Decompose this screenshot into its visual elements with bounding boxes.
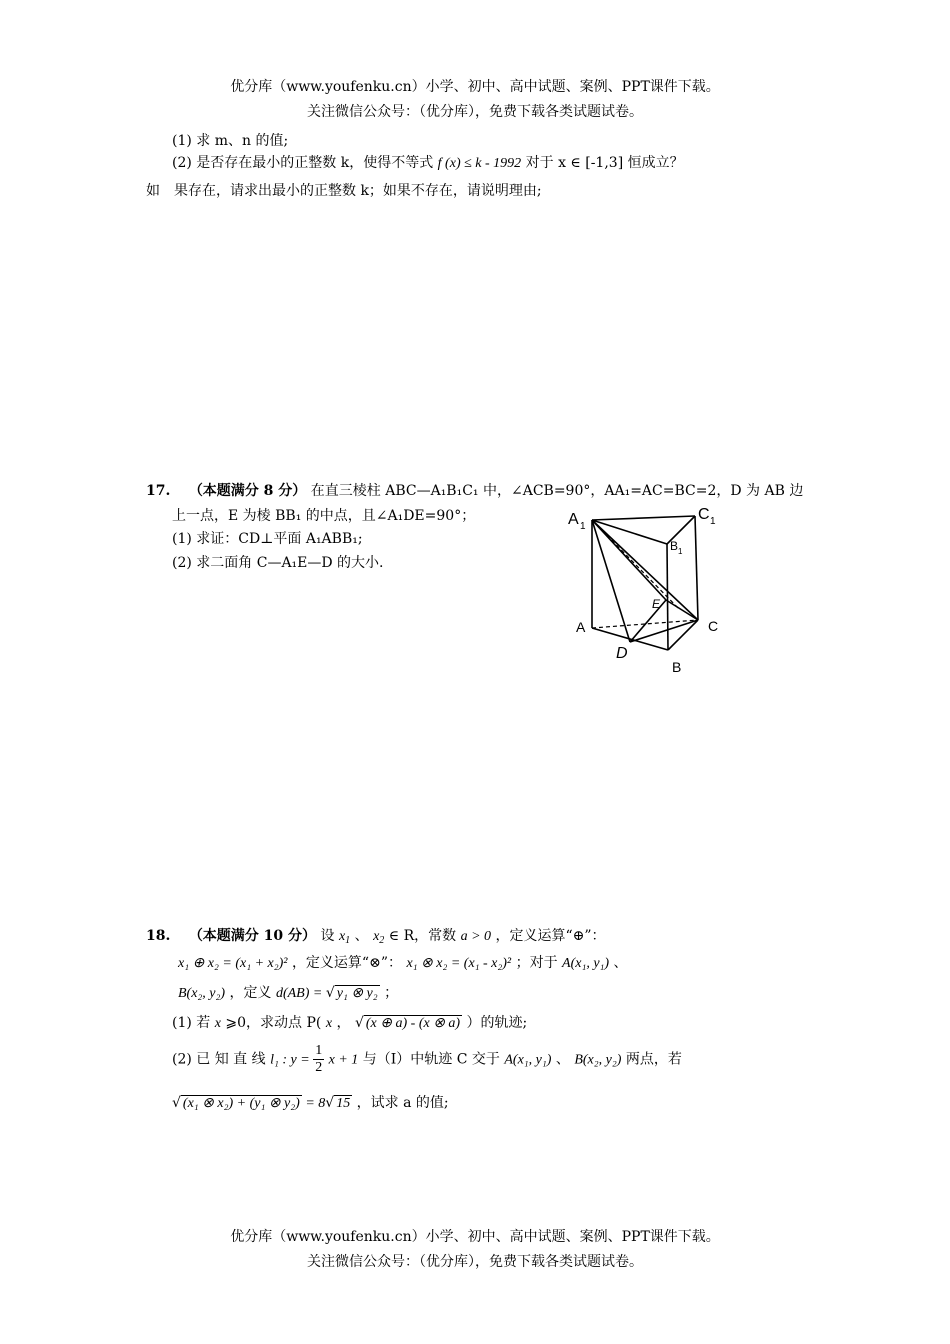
label-c1: C — [698, 506, 710, 523]
q18-text-define: ，定义 — [229, 985, 272, 1001]
q17-statement-1: 在直三棱柱 ABC—A₁B₁C₁ 中，∠ACB=90°，AA₁=AC=BC=2，D 为 AB 边 — [310, 483, 804, 499]
q18-point-a: A(x₁, y₁) — [562, 956, 610, 971]
q18-line-l1-rest: x + 1 — [328, 1052, 359, 1068]
footer-line-1: 优分库（www.youfenku.cn）小学、初中、高中试题、案例、PPT课件下载。 — [230, 1229, 720, 1245]
label-c1-sub: 1 — [710, 516, 716, 527]
q18-text-define-plus: ，定义运算“⊕”： — [495, 928, 606, 944]
q18-line-6: √ (x₁ ⊗ x₂) + (y₁ ⊗ y₂) = 8√ 15 ，试求 a 的值; — [172, 1095, 449, 1111]
q18-line-5 — [172, 1043, 682, 1076]
q18-comma-2: 、 — [613, 955, 628, 971]
q18-part-1-radicand: (x ⊕ a) - (x ⊗ a) — [365, 1016, 461, 1031]
label-b1-sub: 1 — [678, 547, 683, 556]
q18-point-b: B(x₂, y₂) — [178, 986, 226, 1001]
q18-sqrt-15: 15 — [336, 1096, 351, 1111]
q18-text-set: 设 — [320, 928, 335, 944]
q16-part-2-text-a: (2) 是否存在最小的正整数 k，使得不等式 — [172, 155, 434, 171]
q18-line-2 — [178, 952, 628, 972]
edge-a1-c1 — [592, 516, 695, 520]
label-a: A — [576, 619, 586, 635]
q18-equals-8: = 8 — [301, 1096, 326, 1111]
q18-line-3: B(x₂, y₂) ，定义 d(AB) = √ y₁ ⊗ y₂ ； — [178, 985, 399, 1001]
label-a1-sub: 1 — [580, 521, 586, 532]
q18-line-4: (1) 若 x ⩾0，求动点 P( x ， √ (x ⊕ a) - (x ⊗ a) ）的轨迹; — [172, 1015, 528, 1031]
q18-var-x-2: x — [325, 1016, 333, 1031]
q18-oplus-def: x₁ ⊕ x₂ = (x₁ + x₂)² — [178, 956, 288, 971]
q18-fraction-numerator: 1 — [315, 1043, 323, 1058]
q17-line-1 — [146, 480, 803, 500]
q18-part-2-radicand: (x₁ ⊗ x₂) + (y₁ ⊗ y₂) — [182, 1096, 300, 1111]
q18-number: 18. — [146, 928, 171, 944]
q18-part-2-end: ，试求 a 的值; — [356, 1095, 449, 1111]
q18-part-1-end: ）的轨迹; — [466, 1015, 528, 1031]
q18-text-two-points: 两点，若 — [625, 1051, 682, 1068]
q18-semicolon: ； — [384, 985, 399, 1001]
q18-text-define-otimes: ，定义运算“⊗”： — [291, 955, 402, 971]
label-d: D — [616, 645, 628, 662]
edge-a-b — [592, 628, 668, 650]
q18-x1: $x_1$ — [338, 929, 351, 946]
q16-part-1: (1) 求 m、n 的值; — [172, 133, 289, 149]
q17-number: 17. — [146, 483, 171, 499]
q18-distance: d(AB) = — [275, 986, 326, 1001]
q18-distance-radicand: y₁ ⊗ y₂ — [336, 986, 378, 1001]
label-a1: A — [568, 511, 579, 528]
label-e: E — [652, 597, 661, 611]
q17-line-2: 上一点，E 为棱 BB₁ 的中点，且∠A₁DE=90°； — [172, 508, 476, 524]
q18-fraction-denominator: 2 — [315, 1060, 323, 1075]
q16-part-3: 如 果存在，请求出最小的正整数 k；如果不存在，请说明理由; — [146, 183, 542, 199]
q18-point-b-2: B(x₂, y₂) — [574, 1052, 622, 1068]
prism-figure — [560, 500, 740, 680]
edge-c1-c — [695, 516, 698, 620]
header-line-1: 优分库（www.youfenku.cn）小学、初中、高中试题、案例、PPT课件下载。 — [230, 79, 720, 95]
q18-score: （本题满分 10 分） — [188, 928, 317, 944]
q18-line-l1: l₁ : y = — [270, 1052, 314, 1068]
q16-part-2-text-c: 对于 x ∈ [-1,3] 恒成立？ — [525, 155, 684, 171]
q17-line-4: (2) 求二面角 C—A₁E—D 的大小. — [172, 555, 384, 571]
q18-x2: $x_2$ — [373, 929, 385, 946]
q18-line-1 — [146, 925, 606, 946]
q18-text-intersect: 与（I）中轨迹 C 交于 — [362, 1051, 500, 1068]
header-line-2: 关注微信公众号：（优分库），免费下载各类试题试卷。 — [307, 104, 643, 120]
label-b: B — [672, 659, 682, 675]
footer-line-2: 关注微信公众号：（优分库），免费下载各类试题试卷。 — [307, 1254, 643, 1270]
q18-fraction-half — [313, 1043, 324, 1076]
segment-e-c — [666, 600, 698, 620]
q18-part-1-label: (1) 若 — [172, 1015, 211, 1031]
q16-inequality: f (x) ≤ k - 1992 — [437, 156, 522, 171]
q17-score: （本题满分 8 分） — [188, 483, 307, 499]
q18-comma-1: 、 — [354, 928, 369, 944]
q18-part-1-comma: ， — [336, 1015, 351, 1031]
q18-var-x-1: x — [214, 1016, 221, 1031]
label-c: C — [708, 618, 719, 634]
q18-point-a-2: A(x₁, y₁) — [504, 1052, 552, 1068]
q16-part-2 — [172, 152, 684, 172]
q18-part-1-point: ⩾0，求动点 P( — [225, 1015, 322, 1031]
q17-line-3: (1) 求证：CD⊥平面 A₁ABB₁; — [172, 531, 363, 547]
q18-text-in-r: ∈ R，常数 — [388, 928, 457, 944]
q18-a-positive: a > 0 — [460, 929, 492, 944]
q18-comma-3: 、 — [555, 1051, 570, 1068]
q18-part-2-label: (2) 已 知 直 线 — [172, 1051, 266, 1068]
label-b1: B — [670, 539, 679, 553]
q18-text-for: ；对于 — [515, 955, 558, 971]
q18-otimes-def: x₁ ⊗ x₂ = (x₁ - x₂)² — [406, 956, 512, 971]
